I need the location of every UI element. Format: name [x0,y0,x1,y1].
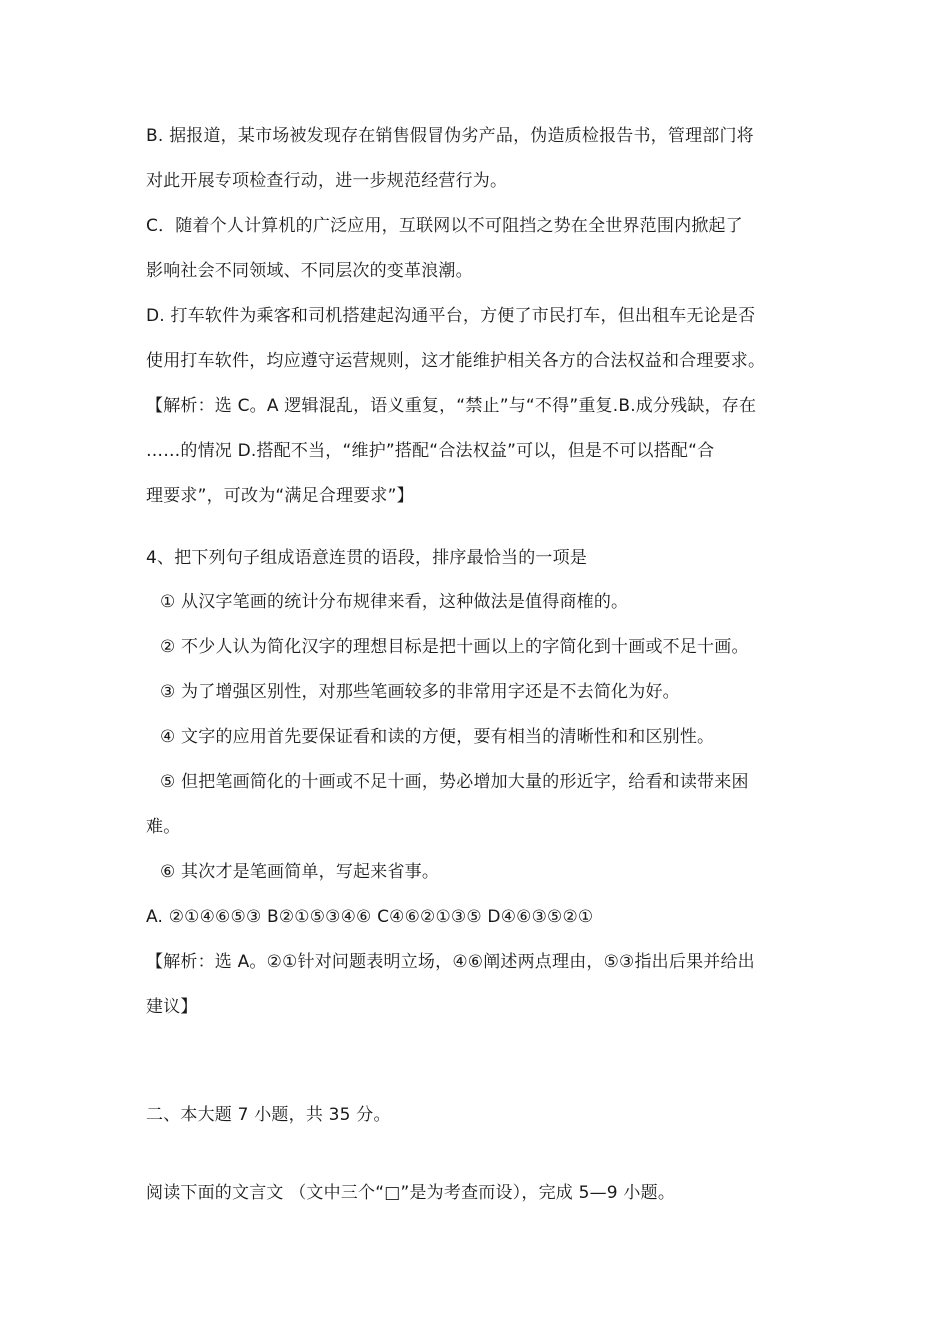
q4-answer-options: A. ②①④⑥⑤③ B②①⑤③④⑥ C④⑥②①③⑤ D④⑥③⑤②① [146,907,594,927]
option-b-line-2: 对此开展专项检查行动，进一步规范经营行为。 [146,171,508,191]
q4-item-2: ② 不少人认为简化汉字的理想目标是把十画以上的字简化到十画或不足十画。 [160,637,749,657]
option-b-line-1: B. 据报道，某市场被发现存在销售假冒伪劣产品，伪造质检报告书，管理部门将 [146,126,754,146]
q4-item-3: ③ 为了增强区别性，对那些笔画较多的非常用字还是不去简化为好。 [160,682,680,702]
analysis-3-line-1: 【解析：选 C。A 逻辑混乱，语义重复，“禁止”与“不得”重复.B.成分残缺，存在 [146,396,757,416]
option-c-line-2: 影响社会不同领域、不同层次的变革浪潮。 [146,261,473,281]
reading-instructions: 阅读下面的文言文 （文中三个“□”是为考查而设），完成 5—9 小题。 [146,1183,676,1203]
analysis-4-line-1: 【解析：选 A。②①针对问题表明立场，④⑥阐述两点理由，⑤③指出后果并给出 [146,952,755,972]
analysis-3-line-2: ……的情况 D.搭配不当，“维护”搭配“合法权益”可以，但是不可以搭配“合 [146,441,715,461]
section-2-heading: 二、本大题 7 小题，共 35 分。 [146,1105,391,1125]
q4-item-4: ④ 文字的应用首先要保证看和读的方便，要有相当的清晰性和和区别性。 [160,727,715,747]
q4-item-1: ① 从汉字笔画的统计分布规律来看，这种做法是值得商榷的。 [160,592,629,612]
analysis-4-line-2: 建议】 [146,997,198,1017]
q4-item-5-continued: 难。 [146,817,181,837]
option-c-line-1: C．随着个人计算机的广泛应用，互联网以不可阻挡之势在全世界范围内掀起了 [146,216,743,236]
analysis-3-line-3: 理要求”，可改为“满足合理要求”】 [146,486,414,506]
q4-item-6: ⑥ 其次才是笔画简单，写起来省事。 [160,862,440,882]
q4-item-5: ⑤ 但把笔画简化的十画或不足十画，势必增加大量的形近字，给看和读带来困 [160,772,749,792]
option-d-line-2: 使用打车软件，均应遵守运营规则，这才能维护相关各方的合法权益和合理要求。 [146,351,766,371]
question-4-title: 4、把下列句子组成语意连贯的语段，排序最恰当的一项是 [146,548,588,568]
option-d-line-1: D. 打车软件为乘客和司机搭建起沟通平台，方便了市民打车，但出租车无论是否 [146,306,756,326]
